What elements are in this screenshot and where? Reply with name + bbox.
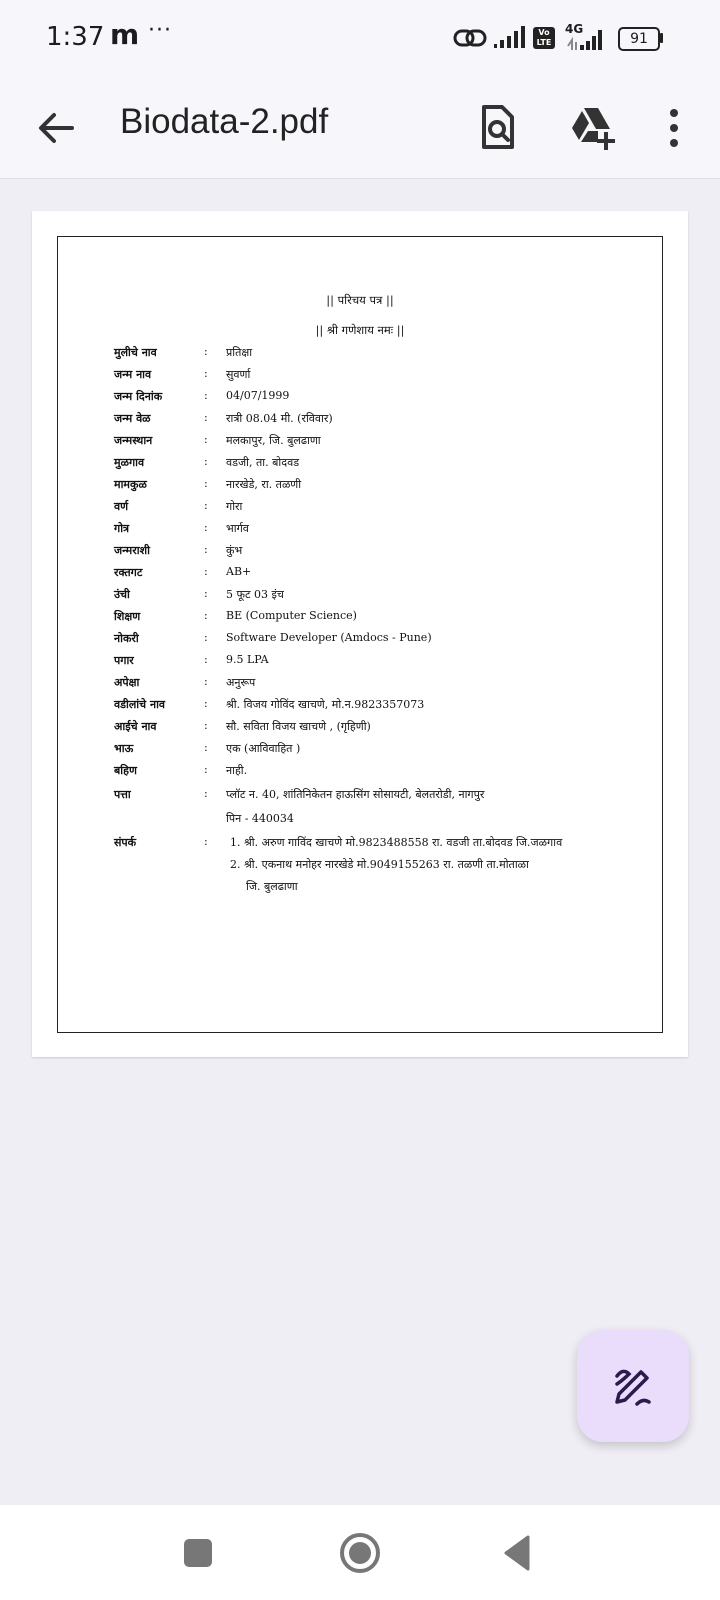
field-colon: : [204, 787, 208, 800]
field-value: कुंभ [226, 544, 243, 557]
signal-strength-icon [494, 26, 526, 48]
field-colon: : [204, 499, 208, 512]
field-value: श्री. विजय गोविंद खाचणे, मो.न.9823357073 [226, 698, 425, 711]
field-colon: : [204, 521, 208, 534]
field-value: वडजी, ता. बोदवड [226, 456, 300, 469]
field-colon: : [204, 763, 208, 776]
field-label: जन्म दिनांक [114, 390, 163, 403]
field-label: पगार [114, 654, 134, 667]
field-value: नारखेडे, रा. तळणी [226, 478, 302, 491]
field-label: वर्ण [114, 500, 129, 513]
field-colon: : [204, 367, 208, 380]
field-value: Software Developer (Amdocs - Pune) [226, 631, 432, 644]
field-value: रात्री 08.04 मी. (रविवार) [226, 412, 333, 425]
volte-badge [533, 27, 555, 49]
more-vertical-icon [658, 102, 690, 154]
pdf-page[interactable] [32, 211, 688, 1057]
system-back-button[interactable] [492, 1525, 548, 1581]
address-pin: पिन - 440034 [226, 812, 294, 825]
field-label: गोत्र [114, 522, 130, 535]
add-to-drive-icon [566, 102, 618, 154]
find-in-document-icon [470, 102, 522, 154]
field-colon: : [204, 389, 208, 402]
find-in-document-button[interactable] [470, 102, 522, 154]
battery-tip [660, 33, 663, 43]
field-value: सौ. सविता विजय खाचणे , (गृहिणी) [226, 720, 371, 733]
field-colon: : [204, 653, 208, 666]
field-value: AB+ [226, 565, 252, 578]
contact-line-2-continued: जि. बुलढाणा [246, 880, 298, 893]
field-value: प्रतिक्षा [226, 346, 253, 359]
status-bar [0, 0, 720, 78]
field-colon: : [204, 631, 208, 644]
square-recents-icon [170, 1525, 226, 1581]
field-colon: : [204, 719, 208, 732]
field-label: शिक्षण [114, 610, 141, 623]
arrow-left-icon [32, 104, 80, 152]
field-label: वडीलांचे नाव [114, 698, 166, 711]
notification-m-icon: m [110, 18, 140, 51]
biodata-frame [57, 236, 663, 1033]
status-time: 1:37 [46, 22, 105, 52]
recents-button[interactable] [170, 1525, 226, 1581]
battery-icon [618, 27, 660, 51]
system-nav-bar [0, 1505, 720, 1600]
field-value: सुवर्णा [226, 368, 251, 381]
signal-strength-4g-icon [566, 30, 606, 50]
field-value: गोरा [226, 500, 243, 513]
field-colon: : [204, 543, 208, 556]
contact-line-2: 2. श्री. एकनाथ मनोहर नारखेडे मो.9049155263 रा. तळणी ता.मोताळा [230, 858, 529, 871]
field-value: 5 फूट 03 इंच [226, 588, 284, 601]
edit-pen-icon [611, 1364, 655, 1408]
field-value: अनुरूप [226, 676, 256, 689]
field-label: जन्मस्थान [114, 434, 153, 447]
field-value: नाही. [226, 764, 248, 777]
field-colon: : [204, 455, 208, 468]
circle-home-icon [332, 1525, 388, 1581]
field-label: मुळगाव [114, 456, 145, 469]
edit-fab[interactable] [577, 1330, 689, 1442]
battery-level: 91 [630, 31, 648, 47]
document-invocation: || श्री गणेशाय नमः || [315, 323, 405, 337]
app-bar [0, 78, 720, 179]
field-colon: : [204, 675, 208, 688]
document-heading: || परिचय पत्र || [326, 293, 394, 307]
field-label: जन्म वेळ [114, 412, 151, 425]
field-colon: : [204, 433, 208, 446]
contact-label: संपर्क [114, 836, 137, 849]
field-label: भाऊ [114, 742, 134, 755]
field-colon: : [204, 345, 208, 358]
field-colon: : [204, 587, 208, 600]
field-label: रक्तगट [114, 566, 143, 579]
document-title: Biodata-2.pdf [120, 102, 329, 141]
hotspot-link-icon [453, 28, 487, 48]
field-label: पत्ता [114, 788, 131, 801]
more-options-button[interactable] [658, 102, 690, 154]
back-button[interactable] [32, 104, 80, 152]
field-label: जन्मराशी [114, 544, 150, 557]
field-value: एक (आविवाहित ) [226, 742, 301, 755]
network-type: 4G [565, 22, 584, 36]
volte-bottom: LTE [536, 38, 552, 47]
field-colon: : [204, 697, 208, 710]
field-label: जन्म नाव [114, 368, 152, 381]
field-colon: : [204, 609, 208, 622]
field-value: मलकापुर, जि. बुलढाणा [226, 434, 321, 447]
field-value: 9.5 LPA [226, 653, 269, 666]
field-value: भार्गव [226, 522, 249, 535]
field-label: उंची [114, 588, 130, 601]
field-value: प्लॉट न. 40, शांतिनिकेतन हाऊसिंग सोसायटी, बेलतरोडी, नागपुर [226, 788, 485, 801]
field-label: नोकरी [114, 632, 139, 645]
field-label: मुलीचे नाव [114, 346, 157, 359]
field-colon: : [204, 741, 208, 754]
field-colon: : [204, 835, 208, 848]
field-label: मामकुळ [114, 478, 147, 491]
field-label: आईचे नाव [114, 720, 157, 733]
field-label: अपेक्षा [114, 676, 140, 689]
field-value: 04/07/1999 [226, 389, 290, 402]
contact-line-1: 1. श्री. अरुण गाविंद खाचणे मो.9823488558 रा. वडजी ता.बोदवड जि.जळगाव [230, 836, 563, 849]
field-colon: : [204, 565, 208, 578]
field-value: BE (Computer Science) [226, 609, 357, 622]
more-notifications-icon: ··· [148, 18, 172, 43]
field-colon: : [204, 477, 208, 490]
add-to-drive-button[interactable] [566, 102, 618, 154]
volte-top: Vo [538, 28, 550, 37]
triangle-back-icon [492, 1525, 548, 1581]
home-button[interactable] [332, 1525, 388, 1581]
field-label: बहिण [114, 764, 137, 777]
field-colon: : [204, 411, 208, 424]
